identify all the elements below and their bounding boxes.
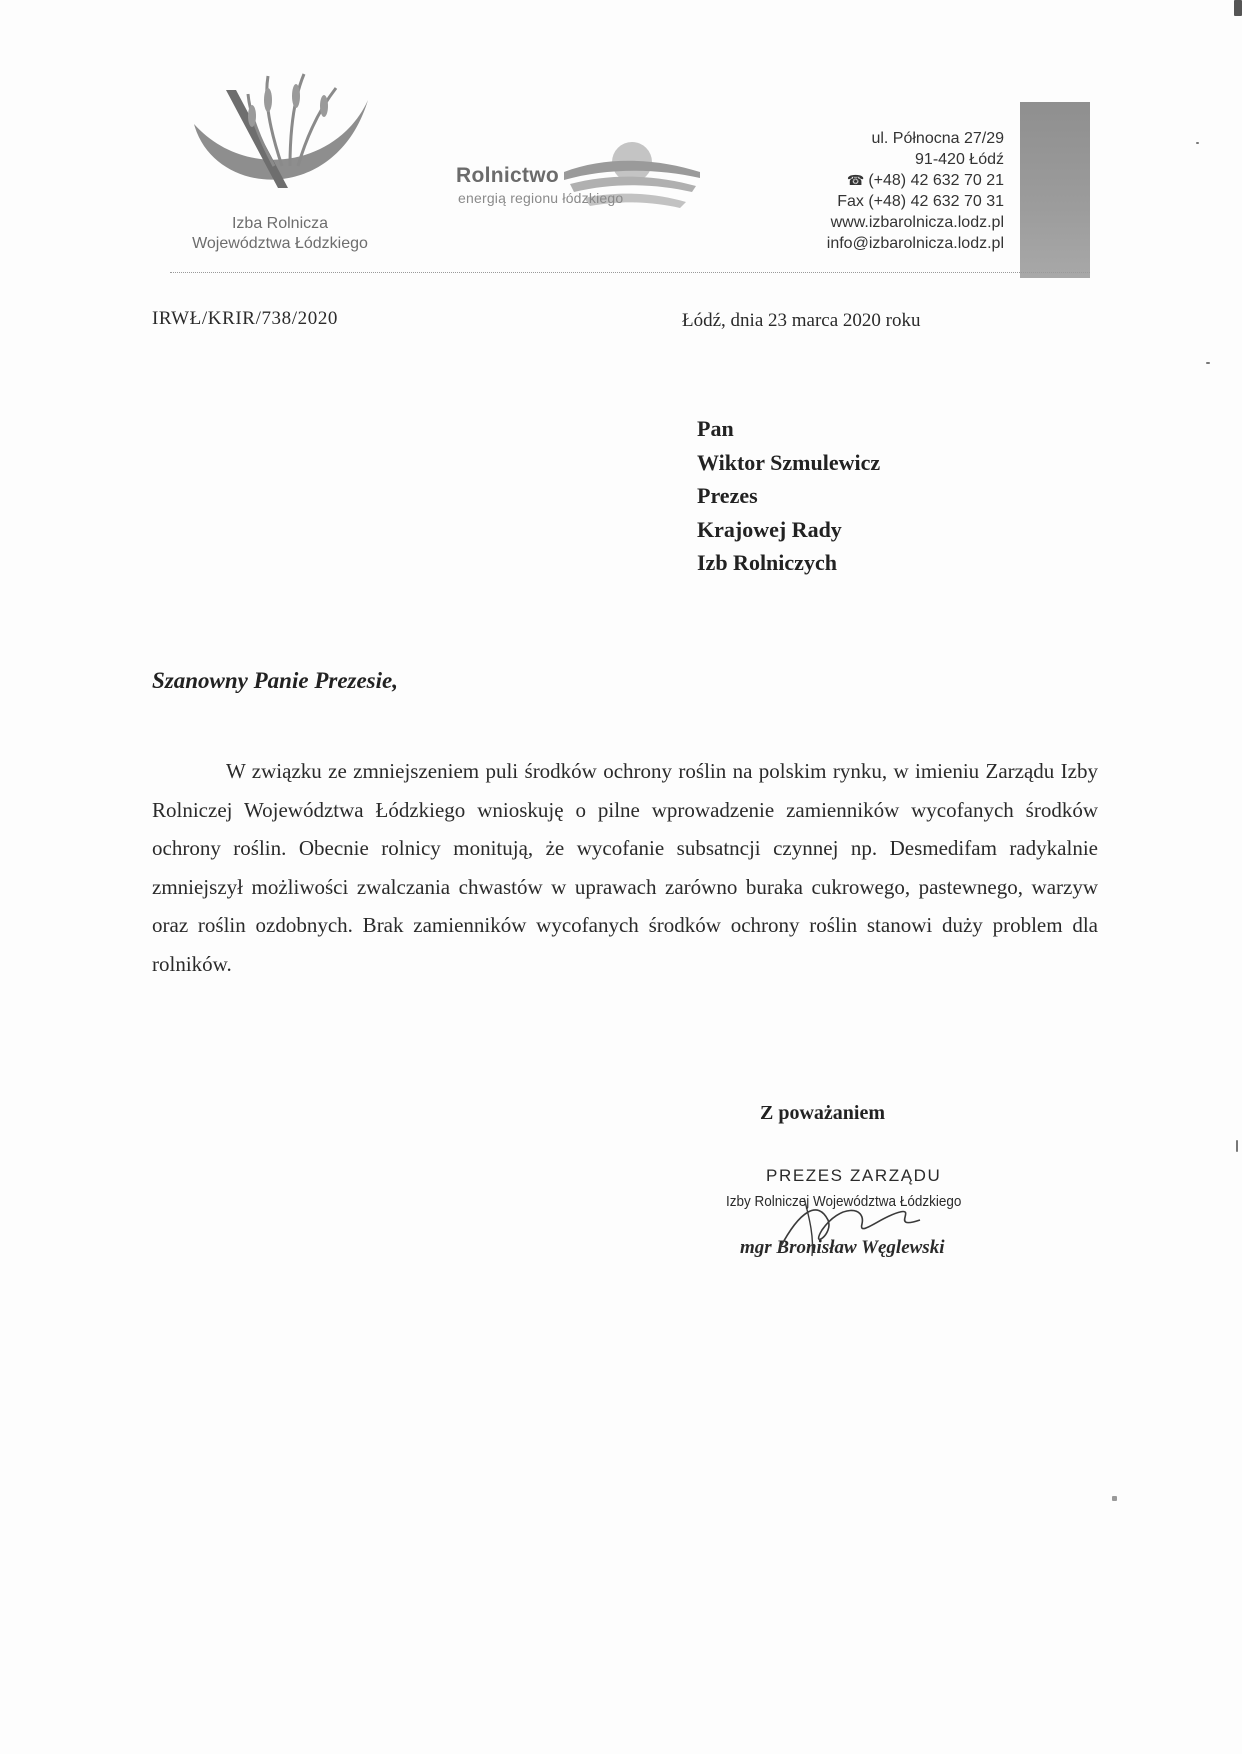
chamber-logo-text bbox=[150, 214, 410, 254]
contact-website: www.izbarolnicza.lodz.pl bbox=[830, 214, 1004, 231]
letterhead-gray-bar bbox=[1020, 102, 1090, 278]
contact-city: 91-420 Łódź bbox=[915, 151, 1004, 168]
scan-speck bbox=[1236, 1140, 1238, 1152]
chamber-name-line2: Województwa Łódzkiego bbox=[192, 235, 368, 252]
scan-speck bbox=[1196, 142, 1199, 144]
letter-body: W związku ze zmniejszeniem puli środków ochrony roślin na polskim rynku, w imieniu Zarządu Izby Rolniczej Województwa Łódzkiego wnioskuję o pilne wprowadzenie zamienników wycofanych środków ochrony roślin. Obecnie rolnicy monitują, że wycofanie subsatncji czynnej np. Desmedifam radykalnie zmniejszył możliwości zwalczania chwastów w uprawach zarówno buraka cukrowego, pastewnego, warzyw oraz roślin ozdobnych. Brak zamienników wycofanych środków ochrony roślin stanowi duży problem dla rolników. bbox=[152, 759, 1098, 976]
contact-email: info@izbarolnicza.lodz.pl bbox=[826, 235, 1004, 252]
addressee-line: Prezes bbox=[697, 483, 758, 508]
contact-block bbox=[827, 128, 1004, 254]
stamp-name: mgr Bronisław Węglewski bbox=[740, 1237, 945, 1258]
closing: Z poważaniem bbox=[760, 1102, 885, 1124]
addressee-line: Pan bbox=[697, 416, 734, 441]
campaign-title: Rolnictwo bbox=[456, 164, 560, 187]
contact-street: ul. Północna 27/29 bbox=[871, 130, 1004, 147]
chamber-name-line1: Izba Rolnicza bbox=[231, 215, 329, 232]
contact-fax: Fax (+48) 42 632 70 31 bbox=[837, 193, 1004, 210]
telephone-icon: ☎ bbox=[846, 172, 865, 188]
addressee-line: Krajowej Rady bbox=[697, 516, 842, 542]
addressee-line: Izb Rolniczych bbox=[697, 550, 837, 575]
scan-speck bbox=[1234, 0, 1242, 16]
addressee-block bbox=[697, 412, 880, 580]
addressee-line: Wiktor Szmulewicz bbox=[697, 449, 881, 475]
campaign-subtitle: energią regionu łódzkiego bbox=[458, 190, 624, 206]
contact-phone: (+48) 42 632 70 21 bbox=[868, 172, 1004, 189]
letterhead-divider bbox=[170, 272, 1090, 273]
stamp-organization: Izby Rolniczej Województwa Łódzkiego bbox=[726, 1193, 962, 1210]
scan-speck bbox=[1206, 362, 1210, 364]
salutation: Szanowny Panie Prezesie, bbox=[152, 668, 398, 693]
reference-number: IRWŁ/KRIR/738/2020 bbox=[152, 308, 339, 329]
contact-phone-line bbox=[827, 170, 1004, 191]
stamp-title: PREZES ZARZĄDU bbox=[766, 1166, 942, 1185]
date-line: Łódź, dnia 23 marca 2020 roku bbox=[682, 310, 921, 331]
chamber-logo-icon bbox=[186, 70, 376, 220]
scan-speck bbox=[1112, 1496, 1117, 1501]
